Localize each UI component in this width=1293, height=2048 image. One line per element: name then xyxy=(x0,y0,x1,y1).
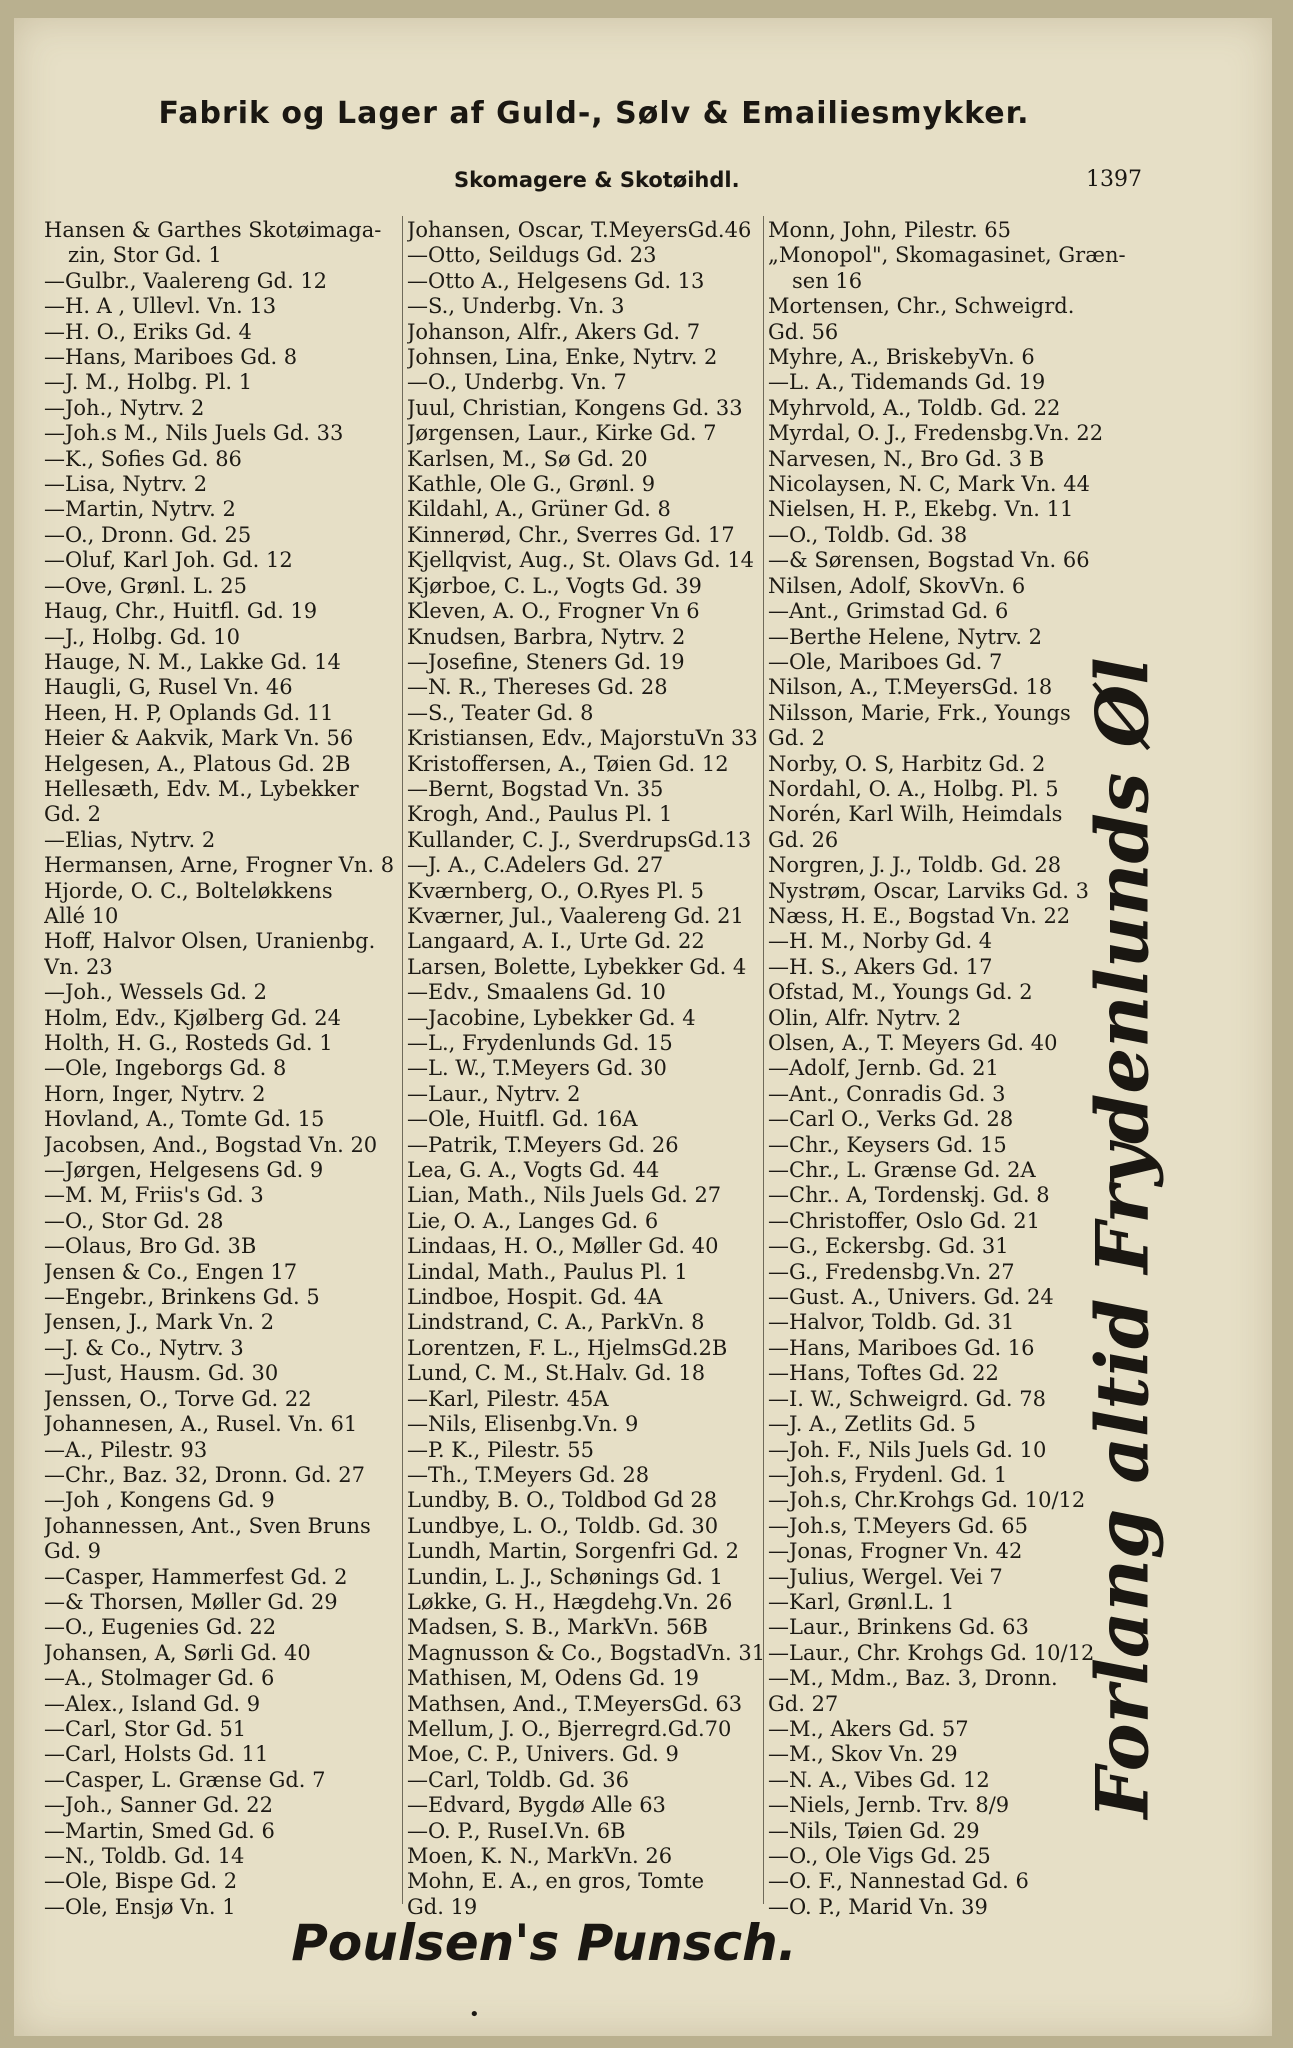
directory-entry: Hovland, A., Tomte Gd. 15 xyxy=(44,1107,325,1132)
directory-entry: —O., Stor Gd. 28 xyxy=(44,1208,224,1233)
directory-entry: Gd. 2 xyxy=(44,802,101,827)
directory-entry: —Niels, Jernb. Trv. 8/9 xyxy=(768,1793,1010,1818)
directory-entry: —Chr., Keysers Gd. 15 xyxy=(768,1132,1007,1157)
directory-entry: Lindal, Math., Paulus Pl. 1 xyxy=(407,1259,688,1284)
directory-entry: —Joh., Wessels Gd. 2 xyxy=(44,980,267,1005)
directory-entry: Lundh, Martin, Sorgenfri Gd. 2 xyxy=(407,1539,740,1564)
directory-entry: Norén, Karl Wilh, Heimdals xyxy=(768,802,1063,827)
directory-entry: —Jørgen, Helgesens Gd. 9 xyxy=(44,1158,324,1183)
directory-entry: —Ole, Huitfl. Gd. 16A xyxy=(407,1107,638,1132)
directory-entry: Karlsen, M., Sø Gd. 20 xyxy=(407,446,648,471)
directory-entry: Nystrøm, Oscar, Larviks Gd. 3 xyxy=(768,878,1089,903)
directory-entry: Norgren, J. J., Toldb. Gd. 28 xyxy=(768,853,1062,878)
directory-entry: Hjorde, O. C., Bolteløkkens xyxy=(44,878,333,903)
directory-entry: Madsen, S. B., MarkVn. 56B xyxy=(407,1615,708,1640)
directory-entry: —J. A., C.Adelers Gd. 27 xyxy=(407,853,664,878)
directory-entry: —J. M., Holbg. Pl. 1 xyxy=(44,370,253,395)
directory-entry: —Ole, Bispe Gd. 2 xyxy=(44,1869,238,1894)
directory-entry: Krogh, And., Paulus Pl. 1 xyxy=(407,802,673,827)
directory-entry: Kathle, Ole G., Grønl. 9 xyxy=(407,472,656,497)
directory-entry: Monn, John, Pilestr. 65 xyxy=(768,218,1012,242)
directory-entry: —O., Toldb. Gd. 38 xyxy=(768,522,968,547)
directory-entry: —Joh.s M., Nils Juels Gd. 33 xyxy=(44,421,344,446)
directory-entry: Ofstad, M., Youngs Gd. 2 xyxy=(768,980,1033,1005)
directory-entry: Nielsen, H. P., Ekebg. Vn. 11 xyxy=(768,497,1074,522)
directory-entry: —Ole, Mariboes Gd. 7 xyxy=(768,649,1003,674)
directory-entry: —H. S., Akers Gd. 17 xyxy=(768,954,993,979)
directory-entry: —Ole, Ensjø Vn. 1 xyxy=(44,1894,236,1919)
directory-entry: sen 16 xyxy=(792,268,863,293)
directory-entry: Hansen & Garthes Skotøimaga- xyxy=(44,218,382,242)
directory-entry: Kjørboe, C. L., Vogts Gd. 39 xyxy=(407,573,702,598)
directory-entry: Johansen, A, Sørli Gd. 40 xyxy=(44,1640,311,1665)
directory-entry: —H. A , Ullevl. Vn. 13 xyxy=(44,294,277,319)
directory-entry: Hermansen, Arne, Frogner Vn. 8 xyxy=(44,853,395,878)
directory-entry: Larsen, Bolette, Lybekker Gd. 4 xyxy=(407,954,747,979)
directory-entry: —Martin, Smed Gd. 6 xyxy=(44,1818,275,1843)
directory-entry: —& Sørensen, Bogstad Vn. 66 xyxy=(768,548,1090,573)
directory-entry: Mathisen, M, Odens Gd. 19 xyxy=(407,1666,699,1691)
directory-column-2 xyxy=(407,218,767,1920)
directory-entry: Myrdal, O. J., Fredensbg.Vn. 22 xyxy=(768,421,1104,446)
directory-entry: Kristoffersen, A., Tøien Gd. 12 xyxy=(407,751,729,776)
directory-entry: —Gust. A., Univers. Gd. 24 xyxy=(768,1285,1054,1310)
directory-entry: —Carl, Stor Gd. 51 xyxy=(44,1716,247,1741)
directory-entry: —Carl, Holsts Gd. 11 xyxy=(44,1742,269,1767)
directory-entry: —Chr., L. Grænse Gd. 2A xyxy=(768,1158,1036,1183)
directory-entry: Kildahl, A., Grüner Gd. 8 xyxy=(407,497,671,522)
directory-entry: —O., Eugenies Gd. 22 xyxy=(44,1615,277,1640)
directory-entry: —N., Toldb. Gd. 14 xyxy=(44,1844,245,1868)
directory-entry: Hoff, Halvor Olsen, Uranienbg. xyxy=(44,929,376,954)
directory-entry: —Th., T.Meyers Gd. 28 xyxy=(407,1462,650,1487)
directory-entry: Jacobsen, And., Bogstad Vn. 20 xyxy=(44,1132,378,1157)
directory-entry: Olin, Alfr. Nytrv. 2 xyxy=(768,1005,962,1030)
directory-entry: Moe, C. P., Univers. Gd. 9 xyxy=(407,1742,679,1767)
directory-entry: Lundin, L. J., Schønings Gd. 1 xyxy=(407,1564,724,1589)
directory-entry: —Carl O., Verks Gd. 28 xyxy=(768,1107,1014,1132)
directory-entry: —J. A., Zetlits Gd. 5 xyxy=(768,1412,977,1437)
directory-entry: Kværnberg, O., O.Ryes Pl. 5 xyxy=(407,878,704,903)
directory-entry: —Karl, Pilestr. 45A xyxy=(407,1386,609,1411)
page-number: 1397 xyxy=(1086,167,1142,192)
directory-entry: Johannesen, A., Rusel. Vn. 61 xyxy=(44,1412,358,1437)
directory-entry: Olsen, A., T. Meyers Gd. 40 xyxy=(768,1031,1058,1055)
directory-entry: Heen, H. P, Oplands Gd. 11 xyxy=(44,700,334,725)
directory-entry: —A., Pilestr. 93 xyxy=(44,1437,208,1462)
directory-entry: Holth, H. G., Rosteds Gd. 1 xyxy=(44,1031,333,1055)
directory-entry: —Chr., Baz. 32, Dronn. Gd. 27 xyxy=(44,1462,365,1487)
directory-entry: —O., Dronn. Gd. 25 xyxy=(44,522,252,547)
directory-entry: —Edvard, Bygdø Alle 63 xyxy=(407,1793,666,1818)
directory-entry: —M., Skov Vn. 29 xyxy=(768,1742,958,1767)
directory-entry: Nilson, A., T.MeyersGd. 18 xyxy=(768,675,1053,700)
directory-entry: —Laur., Chr. Krohgs Gd. 10/12 xyxy=(768,1640,1095,1665)
directory-entry: Mohn, E. A., en gros, Tomte xyxy=(407,1869,705,1894)
directory-entry: Næss, H. E., Bogstad Vn. 22 xyxy=(768,903,1071,928)
directory-entry: Johannessen, Ant., Sven Bruns xyxy=(44,1513,371,1538)
directory-entry: —A., Stolmager Gd. 6 xyxy=(44,1666,275,1691)
directory-entry: —Laur., Nytrv. 2 xyxy=(407,1081,581,1106)
directory-entry: Helgesen, A., Platous Gd. 2B xyxy=(44,751,351,776)
directory-entry: —K., Sofies Gd. 86 xyxy=(44,446,242,471)
directory-entry: Gd. 27 xyxy=(768,1691,839,1716)
directory-entry: Kjellqvist, Aug., St. Olavs Gd. 14 xyxy=(407,548,755,573)
directory-entry: Haugli, G, Rusel Vn. 46 xyxy=(44,675,293,700)
directory-entry: —S., Underbg. Vn. 3 xyxy=(407,294,625,319)
directory-entry: Johansen, Oscar, T.MeyersGd.46 xyxy=(407,218,752,242)
directory-entry: —Joh , Kongens Gd. 9 xyxy=(44,1488,275,1513)
directory-entry: —M. M, Friis's Gd. 3 xyxy=(44,1183,264,1208)
directory-entry: —Ole, Ingeborgs Gd. 8 xyxy=(44,1056,287,1081)
directory-column-3 xyxy=(768,218,1128,1920)
directory-entry: —Adolf, Jernb. Gd. 21 xyxy=(768,1056,999,1081)
directory-entry: —G., Eckersbg. Gd. 31 xyxy=(768,1234,1009,1259)
footer-mark: • xyxy=(469,2004,480,2025)
directory-entry: —O., Underbg. Vn. 7 xyxy=(407,370,627,395)
directory-entry: Lorentzen, F. L., HjelmsGd.2B xyxy=(407,1335,728,1360)
directory-entry: —Joh.s, Frydenl. Gd. 1 xyxy=(768,1462,1008,1487)
directory-entry: —Karl, Grønl.L. 1 xyxy=(768,1589,955,1614)
directory-entry: Kullander, C. J., SverdrupsGd.13 xyxy=(407,827,752,852)
directory-entry: Juul, Christian, Kongens Gd. 33 xyxy=(407,395,743,420)
directory-entry: Holm, Edv., Kjølberg Gd. 24 xyxy=(44,1005,341,1030)
directory-entry: —G., Fredensbg.Vn. 27 xyxy=(768,1259,1015,1284)
directory-page xyxy=(14,18,1272,2036)
directory-entry: —Christoffer, Oslo Gd. 21 xyxy=(768,1208,1040,1233)
directory-entry: —L., Frydenlunds Gd. 15 xyxy=(407,1031,673,1055)
directory-entry: Lie, O. A., Langes Gd. 6 xyxy=(407,1208,659,1233)
directory-entry: —Martin, Nytrv. 2 xyxy=(44,497,236,522)
directory-entry: Narvesen, N., Bro Gd. 3 B xyxy=(768,446,1045,471)
directory-entry: „Monopol", Skomagasinet, Græn- xyxy=(768,243,1126,268)
directory-entry: —H. O., Eriks Gd. 4 xyxy=(44,319,252,344)
directory-entry: Nordahl, O. A., Holbg. Pl. 5 xyxy=(768,776,1059,801)
directory-entry: —Elias, Nytrv. 2 xyxy=(44,827,216,852)
directory-entry: Kværner, Jul., Vaalereng Gd. 21 xyxy=(407,903,744,928)
directory-entry: —Edv., Smaalens Gd. 10 xyxy=(407,980,666,1005)
directory-entry: —Halvor, Toldb. Gd. 31 xyxy=(768,1310,1015,1335)
footer-advertisement: Poulsen's Punsch. xyxy=(291,1914,797,1972)
directory-entry: Jørgensen, Laur., Kirke Gd. 7 xyxy=(407,421,717,446)
directory-entry: —S., Teater Gd. 8 xyxy=(407,700,594,725)
directory-entry: —H. M., Norby Gd. 4 xyxy=(768,929,993,954)
directory-entry: Hauge, N. M., Lakke Gd. 14 xyxy=(44,649,341,674)
directory-entry: —Otto, Seildugs Gd. 23 xyxy=(407,243,657,268)
directory-entry: Magnusson & Co., BogstadVn. 31 xyxy=(407,1640,766,1665)
directory-entry: —Bernt, Bogstad Vn. 35 xyxy=(407,776,664,801)
directory-entry: Kristiansen, Edv., MajorstuVn 33 xyxy=(407,726,758,751)
directory-entry: —Just, Hausm. Gd. 30 xyxy=(44,1361,279,1386)
directory-entry: —I. W., Schweigrd. Gd. 78 xyxy=(768,1386,1046,1411)
directory-entry: —Joh. F., Nils Juels Gd. 10 xyxy=(768,1437,1047,1462)
directory-entry: Norby, O. S, Harbitz Gd. 2 xyxy=(768,751,1046,776)
directory-entry: Hellesæth, Edv. M., Lybekker xyxy=(44,776,359,801)
directory-entry: Mellum, J. O., Bjerregrd.Gd.70 xyxy=(407,1716,732,1741)
directory-entry: —M., Mdm., Baz. 3, Dronn. xyxy=(768,1666,1058,1691)
directory-entry: Lian, Math., Nils Juels Gd. 27 xyxy=(407,1183,722,1208)
directory-column-1 xyxy=(44,218,404,1920)
directory-entry: —Nils, Elisenbg.Vn. 9 xyxy=(407,1412,639,1437)
directory-entry: Lindaas, H. O., Møller Gd. 40 xyxy=(407,1234,719,1259)
directory-entry: Nilsson, Marie, Frk., Youngs xyxy=(768,700,1071,725)
directory-entry: Løkke, G. H., Hægdehg.Vn. 26 xyxy=(407,1589,733,1614)
directory-entry: Allé 10 xyxy=(44,903,119,928)
directory-entry: Jensen & Co., Engen 17 xyxy=(44,1259,298,1284)
directory-entry: —Ant., Grimstad Gd. 6 xyxy=(768,599,1009,624)
directory-entry: —Engebr., Brinkens Gd. 5 xyxy=(44,1285,320,1310)
directory-entry: Lundbye, L. O., Toldb. Gd. 30 xyxy=(407,1513,719,1538)
header-advertisement: Fabrik og Lager af Guld-, Sølv & Emailiesmykker. xyxy=(158,96,1030,131)
directory-entry: —Patrik, T.Meyers Gd. 26 xyxy=(407,1132,679,1157)
directory-entry: Jensen, J., Mark Vn. 2 xyxy=(44,1310,275,1335)
directory-entry: —Josefine, Steners Gd. 19 xyxy=(407,649,685,674)
directory-entry: —Joh., Nytrv. 2 xyxy=(44,395,205,420)
directory-entry: Johanson, Alfr., Akers Gd. 7 xyxy=(407,319,701,344)
directory-entry: Lindboe, Hospit. Gd. 4A xyxy=(407,1285,663,1310)
directory-entry: —M., Akers Gd. 57 xyxy=(768,1716,969,1741)
section-title: Skomagere & Skotøihdl. xyxy=(454,168,740,192)
directory-entry: —L. W., T.Meyers Gd. 30 xyxy=(407,1056,667,1081)
directory-entry: zin, Stor Gd. 1 xyxy=(68,243,222,268)
directory-entry: —Julius, Wergel. Vei 7 xyxy=(768,1564,1003,1589)
directory-entry: Moen, K. N., MarkVn. 26 xyxy=(407,1844,673,1868)
directory-entry: Nilsen, Adolf, SkovVn. 6 xyxy=(768,573,1026,598)
directory-entry: —O. F., Nannestad Gd. 6 xyxy=(768,1869,1029,1894)
directory-entry: Lindstrand, C. A., ParkVn. 8 xyxy=(407,1310,705,1335)
directory-entry: Gd. 56 xyxy=(768,319,839,344)
directory-entry: Gd. 19 xyxy=(407,1894,478,1919)
directory-entry: —Joh.s, T.Meyers Gd. 65 xyxy=(768,1513,1028,1538)
directory-entry: Myhrvold, A., Toldb. Gd. 22 xyxy=(768,395,1061,420)
directory-entry: Nicolaysen, N. C, Mark Vn. 44 xyxy=(768,472,1090,497)
directory-entry: —Casper, Hammerfest Gd. 2 xyxy=(44,1564,348,1589)
directory-entry: —O. P., Marid Vn. 39 xyxy=(768,1894,988,1919)
directory-entry: —& Thorsen, Møller Gd. 29 xyxy=(44,1589,338,1614)
directory-entry: Haug, Chr., Huitfl. Gd. 19 xyxy=(44,599,318,624)
directory-entry: Lund, C. M., St.Halv. Gd. 18 xyxy=(407,1361,706,1386)
directory-entry: Langaard, A. I., Urte Gd. 22 xyxy=(407,929,705,954)
directory-entry: —Otto A., Helgesens Gd. 13 xyxy=(407,268,705,293)
directory-entry: Mathsen, And., T.MeyersGd. 63 xyxy=(407,1691,743,1716)
directory-entry: —Oluf, Karl Joh. Gd. 12 xyxy=(44,548,293,573)
directory-entry: —Lisa, Nytrv. 2 xyxy=(44,472,208,497)
directory-entry: —N. A., Vibes Gd. 12 xyxy=(768,1767,990,1792)
directory-entry: Lundby, B. O., Toldbod Gd 28 xyxy=(407,1488,718,1513)
directory-entry: Myhre, A., BriskebyVn. 6 xyxy=(768,345,1035,370)
directory-entry: Horn, Inger, Nytrv. 2 xyxy=(44,1081,266,1106)
directory-entry: Gd. 26 xyxy=(768,827,839,852)
directory-entry: Gd. 2 xyxy=(768,726,825,751)
directory-entry: Kleven, A. O., Frogner Vn 6 xyxy=(407,599,700,624)
directory-entry: Johnsen, Lina, Enke, Nytrv. 2 xyxy=(407,345,718,370)
directory-entry: Lea, G. A., Vogts Gd. 44 xyxy=(407,1158,660,1183)
directory-entry: —Chr.. A, Tordenskj. Gd. 8 xyxy=(768,1183,1050,1208)
directory-entry: —Hans, Mariboes Gd. 16 xyxy=(768,1335,1035,1360)
directory-entry: —Joh.s, Chr.Krohgs Gd. 10/12 xyxy=(768,1488,1086,1513)
directory-entry: —Casper, L. Grænse Gd. 7 xyxy=(44,1767,326,1792)
directory-entry: —Joh., Sanner Gd. 22 xyxy=(44,1793,274,1818)
directory-entry: —O. P., RuseI.Vn. 6B xyxy=(407,1818,626,1843)
directory-entry: Mortensen, Chr., Schweigrd. xyxy=(768,294,1075,319)
directory-entry: —Laur., Brinkens Gd. 63 xyxy=(768,1615,1029,1640)
directory-entry: —Jonas, Frogner Vn. 42 xyxy=(768,1539,1023,1564)
directory-entry: —J. & Co., Nytrv. 3 xyxy=(44,1335,244,1360)
directory-entry: Kinnerød, Chr., Sverres Gd. 17 xyxy=(407,522,735,547)
directory-entry: —N. R., Thereses Gd. 28 xyxy=(407,675,668,700)
directory-entry: Vn. 23 xyxy=(44,954,113,979)
directory-entry: Gd. 9 xyxy=(44,1539,101,1564)
directory-entry: —Gulbr., Vaalereng Gd. 12 xyxy=(44,268,328,293)
directory-entry: —Jacobine, Lybekker Gd. 4 xyxy=(407,1005,696,1030)
side-advertisement: Forlang altid Frydenlunds Øl xyxy=(1079,657,1165,1819)
directory-entry: —L. A., Tidemands Gd. 19 xyxy=(768,370,1046,395)
directory-entry: Knudsen, Barbra, Nytrv. 2 xyxy=(407,624,686,649)
directory-entry: Heier & Aakvik, Mark Vn. 56 xyxy=(44,726,354,751)
directory-entry: —J., Holbg. Gd. 10 xyxy=(44,624,241,649)
directory-entry: Jenssen, O., Torve Gd. 22 xyxy=(44,1386,312,1411)
directory-entry: —Hans, Toftes Gd. 22 xyxy=(768,1361,999,1386)
directory-entry: —O., Ole Vigs Gd. 25 xyxy=(768,1844,991,1868)
directory-entry: —Carl, Toldb. Gd. 36 xyxy=(407,1767,629,1792)
directory-entry: —Ant., Conradis Gd. 3 xyxy=(768,1081,1006,1106)
directory-entry: —Alex., Island Gd. 9 xyxy=(44,1691,261,1716)
directory-entry: —Berthe Helene, Nytrv. 2 xyxy=(768,624,1042,649)
directory-entry: —P. K., Pilestr. 55 xyxy=(407,1437,594,1462)
directory-entry: —Hans, Mariboes Gd. 8 xyxy=(44,345,298,370)
directory-entry: —Nils, Tøien Gd. 29 xyxy=(768,1818,980,1843)
directory-entry: —Olaus, Bro Gd. 3B xyxy=(44,1234,257,1259)
directory-entry: —Ove, Grønl. L. 25 xyxy=(44,573,247,598)
